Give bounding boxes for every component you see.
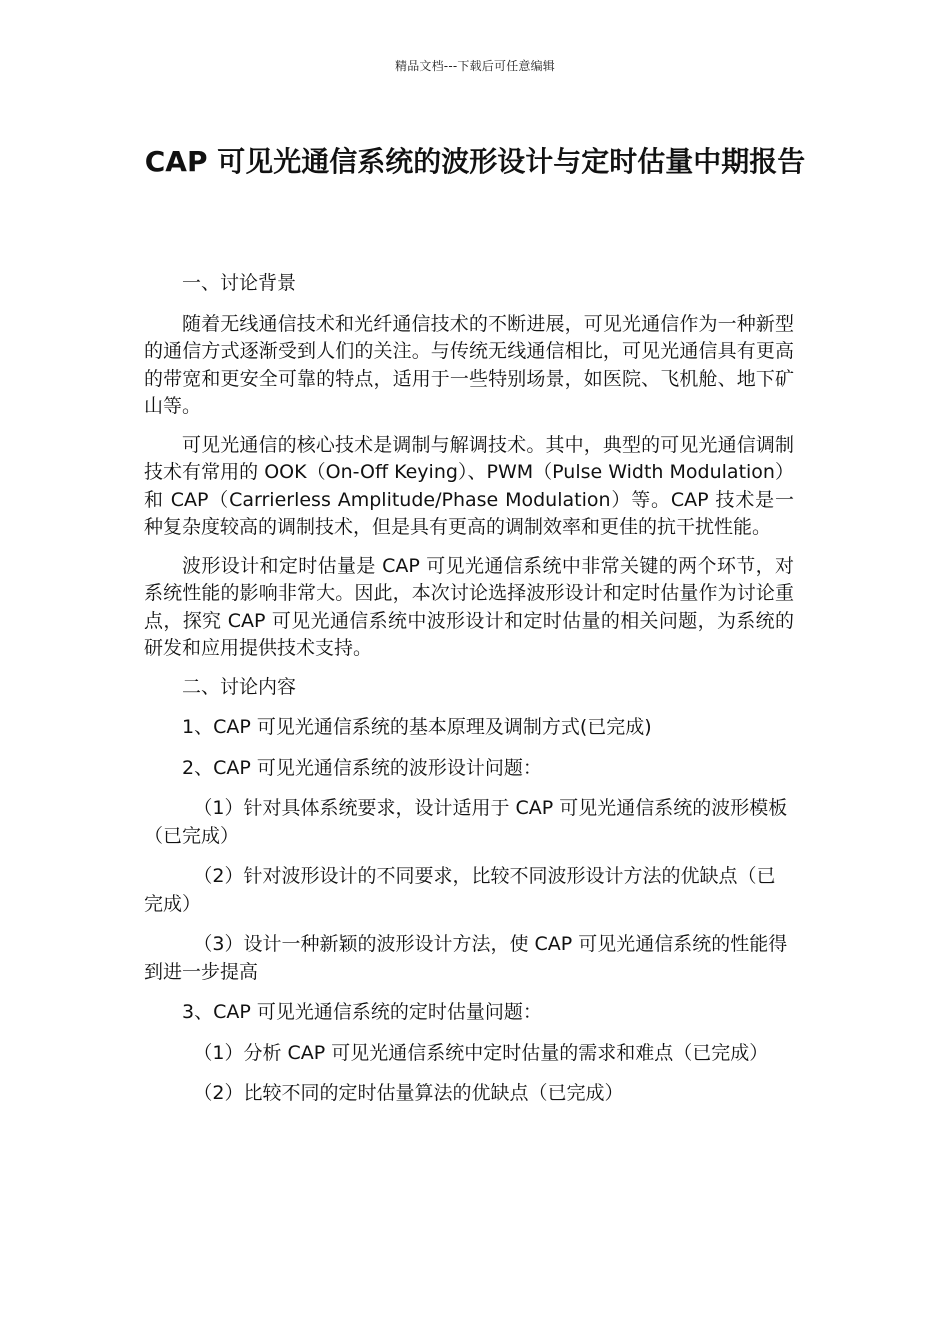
list-item: 1、CAP 可见光通信系统的基本原理及调制方式(已完成) (182, 716, 652, 738)
sub-list-item: （2）针对波形设计的不同要求，比较不同波形设计方法的优缺点（已完成） (144, 865, 776, 915)
document-title: CAP 可见光通信系统的波形设计与定时估量中期报告 (144, 145, 806, 178)
paragraph: 可见光通信的核心技术是调制与解调技术。其中，典型的可见光通信调制技术有常用的 OOK（On-Off Keying）、PWM（Pulse Width Modulation）和 CAP（Carrierless Amplitude/Phase Modulation）等。CAP 技术是一种复杂度较高的调制技术，但是具有更高的调制效率和更佳的抗干扰性能。 (144, 433, 794, 538)
sub-list-item: （1）分析 CAP 可见光通信系统中定时估量的需求和难点（已完成） (193, 1041, 769, 1064)
list-item: 2、CAP 可见光通信系统的波形设计问题： (182, 756, 542, 779)
paragraph: 随着无线通信技术和光纤通信技术的不断进展，可见光通信作为一种新型的通信方式逐渐受到人们的关注。与传统无线通信相比，可见光通信具有更高的带宽和更安全可靠的特点，适用于一些特别场景，如医院、飞机舱、地下矿山等。 (144, 312, 794, 417)
paragraph: 波形设计和定时估量是 CAP 可见光通信系统中非常关键的两个环节，对系统性能的影响非常大。因此，本次讨论选择波形设计和定时估量作为讨论重点，探究 CAP 可见光通信系统中波形设计和定时估量的相关问题，为系统的研发和应用提供技术支持。 (144, 554, 794, 659)
sub-list-item: （2）比较不同的定时估量算法的优缺点（已完成） (193, 1082, 624, 1104)
header-note: 精品文档---下载后可任意编辑 (395, 59, 555, 73)
sub-list-item: （1）针对具体系统要求，设计适用于 CAP 可见光通信系统的波形模板（已完成） (144, 797, 788, 847)
section-heading-content: 二、讨论内容 (182, 675, 297, 698)
document-body (144, 270, 794, 1121)
list-item: 3、CAP 可见光通信系统的定时估量问题： (182, 1001, 542, 1023)
section-heading-background: 一、讨论背景 (182, 272, 297, 294)
sub-list-item: （3）设计一种新颖的波形设计方法，使 CAP 可见光通信系统的性能得到进一步提高 (144, 933, 788, 983)
